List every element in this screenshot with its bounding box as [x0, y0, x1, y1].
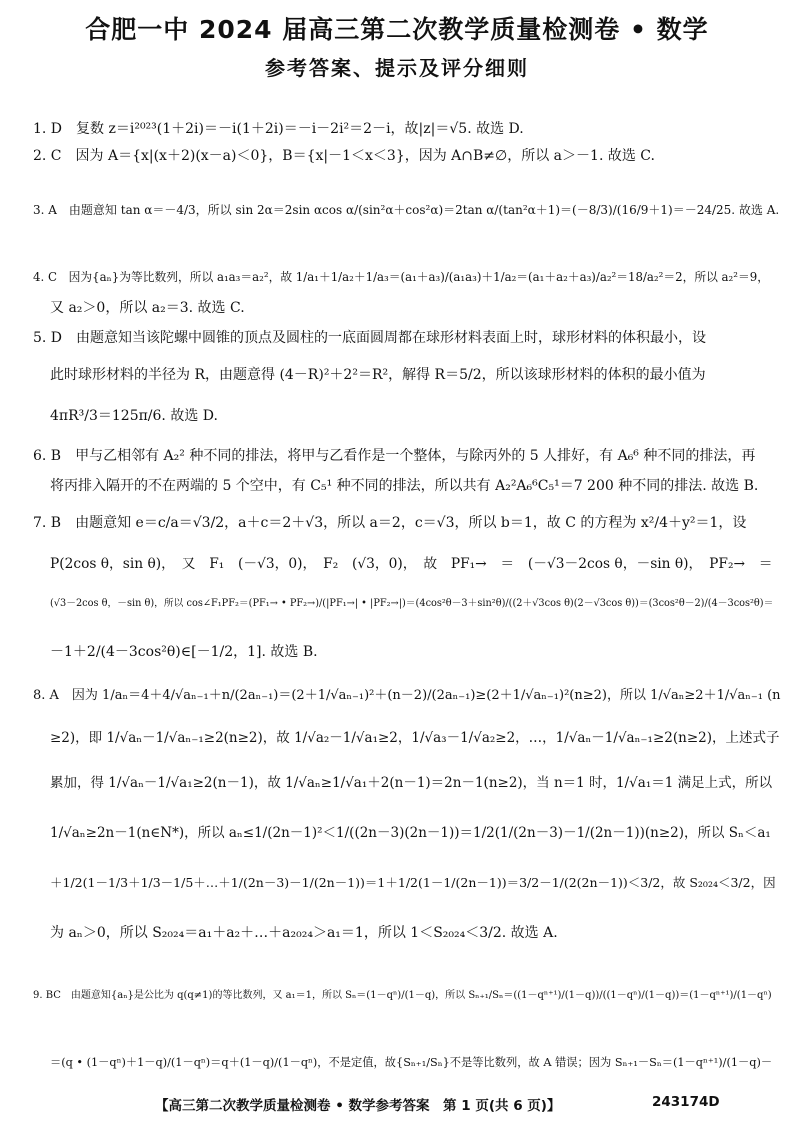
answer-line: 1/√aₙ≥2n－1(n∈N*)，所以 aₙ≤1/(2n－1)²＜1/((2n－3)(2n－1))＝1/2(1/(2n－3)－1/(2n－1))(n≥2)，所以 Sₙ＜a₁	[50, 825, 771, 841]
answer-line: 2. C 因为 A＝{x|(x＋2)(x－a)＜0}，B＝{x|－1＜x＜3}，因为 A∩B≠∅，所以 a＞－1. 故选 C.	[33, 148, 655, 164]
footer-label: 【高三第二次教学质量检测卷 • 数学参考答案 第 1 页(共 6 页)】	[155, 1098, 561, 1114]
answer-line: 5. D 由题意知当该陀螺中圆锥的顶点及圆柱的一底面圆周都在球形材料表面上时，球形材料的体积最小，设	[33, 330, 707, 346]
answer-line: 9. BC 由题意知{aₙ}是公比为 q(q≠1)的等比数列，又 a₁＝1，所以 Sₙ＝(1－qⁿ)/(1－q)，所以 Sₙ₊₁/Sₙ＝((1－qⁿ⁺¹)/(1－q))/((1－qⁿ)/(1－q))＝(1－qⁿ⁺¹)/(1－qⁿ)	[33, 990, 772, 1001]
answer-line: 又 a₂＞0，所以 a₂＝3. 故选 C.	[50, 300, 245, 316]
page-title: 合肥一中 2024 届高三第二次教学质量检测卷 • 数学	[85, 15, 709, 44]
answer-line: 1. D 复数 z＝i²⁰²³(1＋2i)＝－i(1＋2i)＝－i－2i²＝2－i，故|z|＝√5. 故选 D.	[33, 121, 524, 137]
answer-line: 3. A 由题意知 tan α＝－4/3，所以 sin 2α＝2sin αcos α/(sin²α＋cos²α)＝2tan α/(tan²α＋1)＝(－8/3)/(16/9＋1)＝－24/25. 故选 A.	[33, 203, 780, 217]
answer-line: 7. B 由题意知 e＝c/a＝√3/2，a＋c＝2＋√3，所以 a＝2，c＝√3，所以 b＝1，故 C 的方程为 x²/4＋y²＝1，设	[33, 515, 747, 531]
footer-code: 243174D	[652, 1094, 720, 1110]
answer-line: ≥2)，即 1/√aₙ－1/√aₙ₋₁≥2(n≥2)，故 1/√a₂－1/√a₁≥2，1/√a₃－1/√a₂≥2，…，1/√aₙ－1/√aₙ₋₁≥2(n≥2)，上述式子	[50, 730, 780, 746]
answer-line: 累加，得 1/√aₙ－1/√a₁≥2(n－1)，故 1/√aₙ≥1/√a₁＋2(n－1)＝2n－1(n≥2)，当 n＝1 时，1/√a₁＝1 满足上式，所以	[50, 775, 773, 791]
answer-line: 4. C 因为{aₙ}为等比数列，所以 a₁a₃＝a₂²，故 1/a₁＋1/a₂＋1/a₃＝(a₁＋a₃)/(a₁a₃)＋1/a₂＝(a₁＋a₂＋a₃)/a₂²＝18/a₂²＝2，所以 a₂²＝9，	[33, 270, 769, 284]
answer-line: －1＋2/(4－3cos²θ)∈[－1/2，1]. 故选 B.	[50, 644, 318, 660]
answer-line: ＋1/2(1－1/3＋1/3－1/5＋…＋1/(2n－3)－1/(2n－1))＝1＋1/2(1－1/(2n－1))＝3/2－1/(2(2n－1))＜3/2，故 S₂₀₂₄＜3/2，因	[50, 875, 776, 890]
answer-line: (√3－2cos θ，－sin θ)，所以 cos∠F₁PF₂＝(PF₁→ • PF₂→)/(|PF₁→| • |PF₂→|)＝(4cos²θ－3＋sin²θ)/((2＋√3cos θ)(2－√3cos θ))＝(3cos²θ－2)/(4－3cos²θ)＝	[50, 598, 774, 609]
answer-line: ＝(q • (1－qⁿ)＋1－q)/(1－qⁿ)＝q＋(1－q)/(1－qⁿ)，不是定值，故{Sₙ₊₁/Sₙ}不是等比数列，故 A 错误；因为 Sₙ₊₁－Sₙ＝(1－qⁿ⁺¹)/(1－q)－	[50, 1056, 773, 1069]
answer-line: 4πR³/3＝125π/6. 故选 D.	[50, 408, 218, 424]
answer-line: 此时球形材料的半径为 R，由题意得 (4－R)²＋2²＝R²，解得 R＝5/2，所以该球形材料的体积的最小值为	[50, 367, 706, 383]
answer-line: 8. A 因为 1/aₙ＝4＋4/√aₙ₋₁＋n/(2aₙ₋₁)＝(2＋1/√aₙ₋₁)²＋(n－2)/(2aₙ₋₁)≥(2＋1/√aₙ₋₁)²(n≥2)，所以 1/√aₙ≥2＋1/√aₙ₋₁ (n	[33, 688, 781, 703]
page-subtitle: 参考答案、提示及评分细则	[265, 56, 529, 80]
answer-line: P(2cos θ，sin θ)， 又 F₁ (－√3，0)， F₂ (√3，0)， 故 PF₁→ ＝ (－√3－2cos θ，－sin θ)， PF₂→ ＝	[50, 556, 773, 572]
answer-line: 将丙排入隔开的不在两端的 5 个空中，有 C₅¹ 种不同的排法，所以共有 A₂²A₆⁶C₅¹＝7 200 种不同的排法. 故选 B.	[50, 478, 759, 494]
answer-line: 6. B 甲与乙相邻有 A₂² 种不同的排法，将甲与乙看作是一个整体，与除丙外的 5 人排好，有 A₆⁶ 种不同的排法，再	[33, 448, 756, 464]
answer-line: 为 aₙ＞0，所以 S₂₀₂₄＝a₁＋a₂＋…＋a₂₀₂₄＞a₁＝1，所以 1＜S₂₀₂₄＜3/2. 故选 A.	[50, 925, 558, 941]
